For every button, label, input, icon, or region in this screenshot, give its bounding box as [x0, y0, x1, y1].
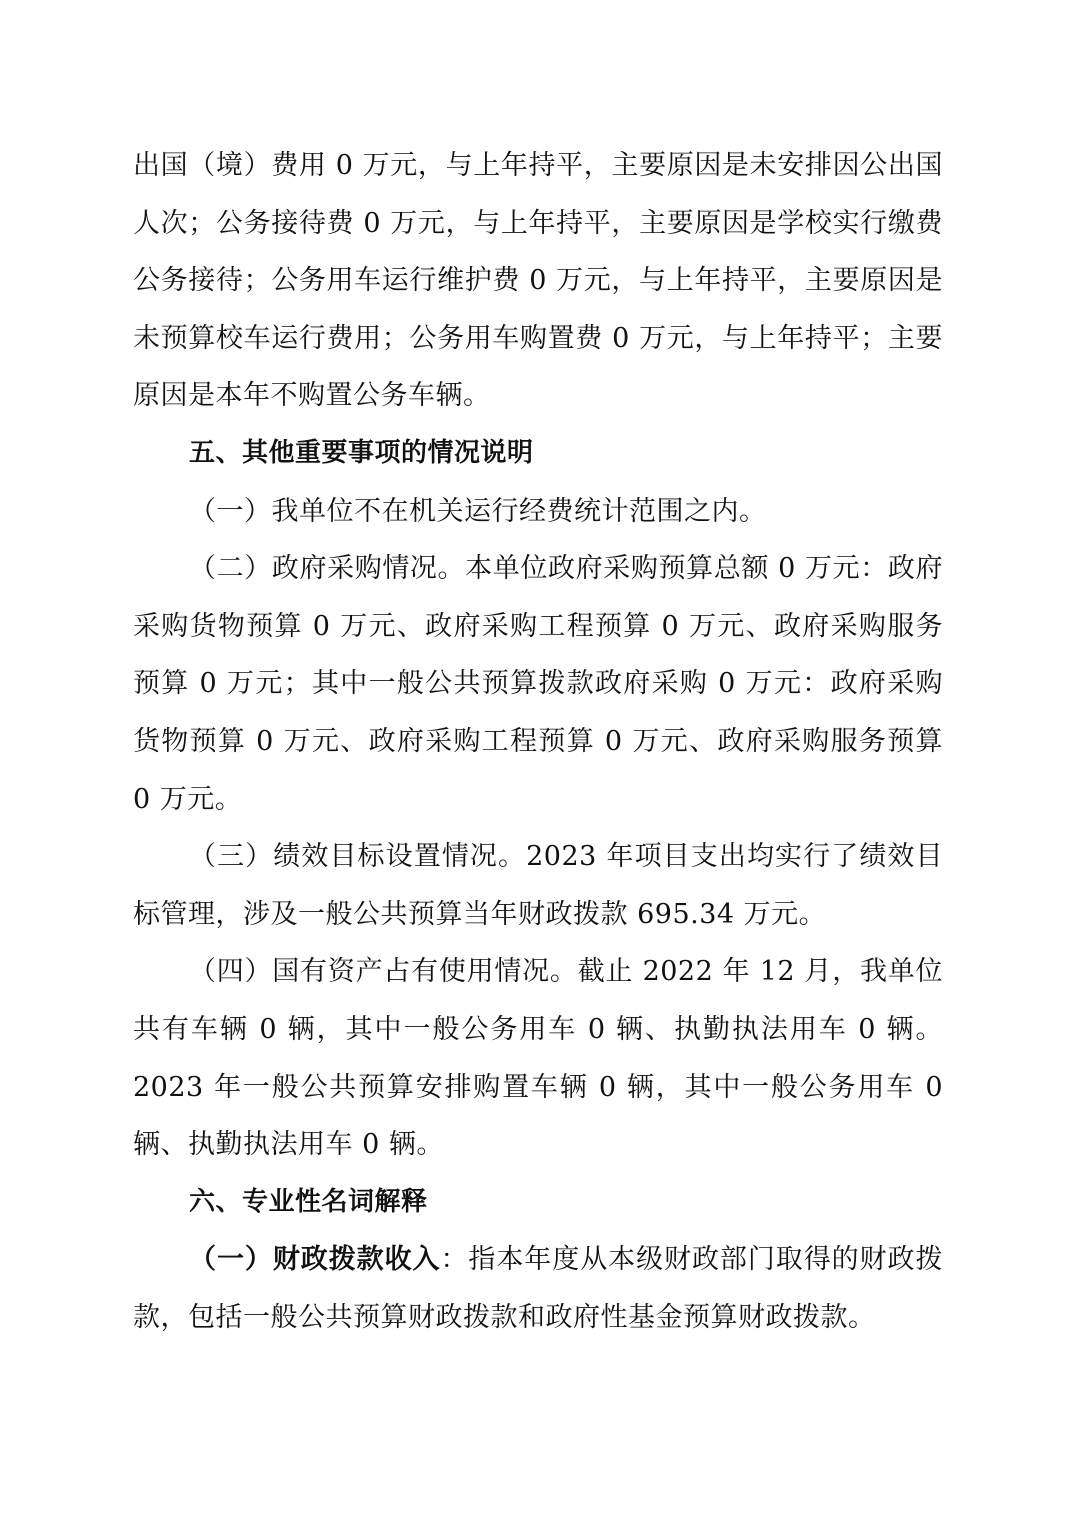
paragraph-public-expenses: 出国（境）费用 0 万元，与上年持平，主要原因是未安排因公出国人次；公务接待费 0 万元，与上年持平，主要原因是学校实行缴费公务接待；公务用车运行维护费 0 万元，与上年持平，主要原因是未预算校车运行费用；公务用车购置费 0 万元，与上年持平；主要原因是本年不购置公务车辆。 — [133, 150, 943, 412]
paragraph-item-5-2: （二）政府采购情况。本单位政府采购预算总额 0 万元：政府采购货物预算 0 万元、政府采购工程预算 0 万元、政府采购服务预算 0 万元；其中一般公共预算拨款政府采购 0 万元：政府采购货物预算 0 万元、政府采购工程预算 0 万元、政府采购服务预算 0 万元。 — [133, 553, 943, 815]
term-label: （一）财政拨款收入 — [189, 1244, 441, 1276]
section-heading-6: 六、专业性名词解释 — [189, 1186, 428, 1217]
section-heading-5: 五、其他重要事项的情况说明 — [189, 437, 534, 468]
paragraph-item-5-4: （四）国有资产占有使用情况。截止 2022 年 12 月，我单位共有车辆 0 辆，其中一般公务用车 0 辆、执勤执法用车 0 辆。2023 年一般公共预算安排购置车辆 0 辆，其中一般公务用车 0 辆、执勤执法用车 0 辆。 — [133, 956, 943, 1161]
document-page — [133, 137, 943, 1346]
paragraph-item-5-3: （三）绩效目标设置情况。2023 年项目支出均实行了绩效目标管理，涉及一般公共预算当年财政拨款 695.34 万元。 — [133, 841, 943, 930]
term-definition: ：指本年度从本级财政部门取得的财政拨款，包括一般公共预算财政拨款和政府性基金预算财政拨款。 — [133, 1244, 944, 1333]
paragraph-term-6-1 — [133, 1231, 943, 1346]
paragraph-item-5-1: （一）我单位不在机关运行经费统计范围之内。 — [189, 495, 767, 527]
